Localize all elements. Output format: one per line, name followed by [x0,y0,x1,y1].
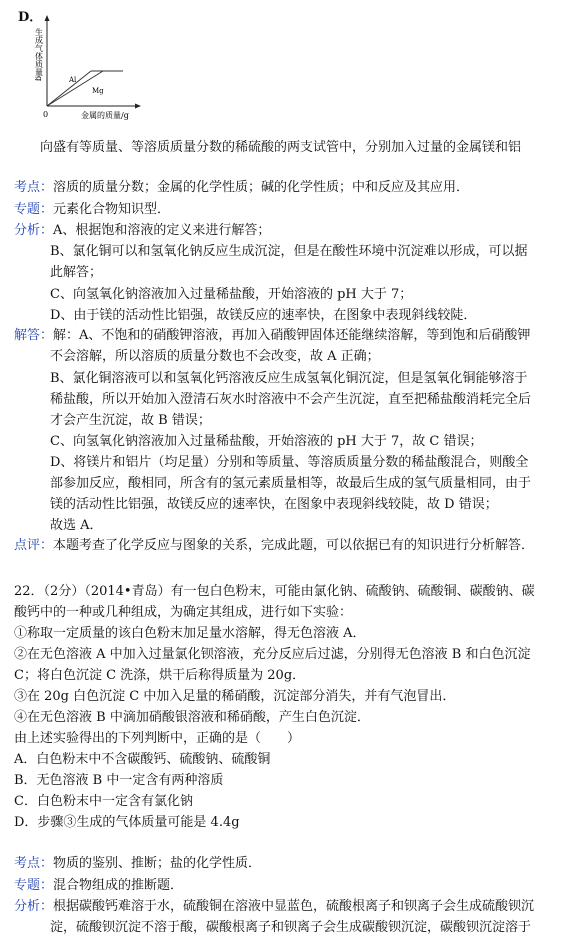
x-axis-arrow [135,104,141,109]
jieda-line: D、将镁片和铝片（均足量）分别和等质量、等溶质质量分数的稀盐酸混合，则酸全 [50,455,529,470]
q22-question: 由上述实验得出的下列判断中，正确的是（ ） [14,731,301,746]
fenxi-line: C、向氢氧化钠溶液加入过量稀盐酸，开始溶液的 pH 大于 7； [50,287,413,302]
q21-fenxi [14,221,270,241]
kaodian-tag: 考点： [14,856,54,871]
zhuanti-text: 元素化合物知识型． [53,202,171,217]
jieda-line: 稀盐酸，所以开始加入澄清石灰水时溶液中不会产生沉淀，直至把稀盐酸消耗完全后 [50,392,532,407]
fenxi-tag: 分析： [14,223,54,238]
q21-dianping [14,536,534,556]
jieda-line: 才会产生沉淀，故 B 错误； [50,413,211,428]
q22-step: ③在 20g 白色沉淀 C 中加入足量的稀硝酸，沉淀部分消失，并有气泡冒出． [14,689,456,704]
chart-origin: 0 [43,110,49,119]
jieda-line: 解：A、不饱和的硝酸钾溶液，再加入硝酸钾固体还能继续溶解，等到饱和后硝酸钾 [53,328,531,343]
fenxi-line: D、由于镁的活动性比铝强，故镁反应的速率快，在图象中表现斜线较陡． [50,308,477,323]
option-d-label: D． [18,10,43,25]
q21-jieda [14,326,530,346]
jieda-line: 镁的活动性比铝强，故镁反应的速率快，在图象中表现斜线较陡，故 D 错误； [50,497,498,512]
fenxi-line: A、根据饱和溶液的定义来进行解答； [53,223,271,238]
q21-kaodian [14,178,469,198]
q22-step: C；将白色沉淀 C 洗涤，烘干后称得质量为 20g． [14,668,306,683]
kaodian-text: 溶质的质量分数；金属的化学性质；碱的化学性质；中和反应及其应用． [53,180,470,195]
chart-ylabel: 生成气体质量g [35,28,44,82]
q22-zhuanti [14,876,183,896]
fenxi-line: 根据碳酸钙难溶于水，硫酸铜在溶液中显蓝色，硫酸根离子和钡离子会生成硫酸钡沉 [53,899,535,914]
dianping-text: 本题考查了化学反应与图象的关系，完成此题，可以依据已有的知识进行分析解答． [53,538,535,553]
fenxi-tag: 分析： [14,899,54,914]
q22-fenxi [14,897,534,917]
q22-option-c: C．白色粉末中一定含有氯化钠 [14,794,193,809]
jieda-tag: 解答： [14,328,54,343]
q22-step: ④在无色溶液 B 中滴加硝酸银溶液和稀硝酸，产生白色沉淀． [14,710,370,725]
label-al: Al [69,76,77,84]
q21-zhuanti [14,200,170,220]
jieda-line: 故选 A． [50,518,103,533]
jieda-line: 不会溶解，所以溶质的质量分数也不会改变，故 A 正确； [50,349,380,364]
q22-option-a: A．白色粉末中不含碳酸钙、硫酸钠、硫酸铜 [14,752,271,767]
fenxi-line: B、氯化铜可以和氢氧化钠反应生成沉淀，但是在酸性环境中沉淀难以形成，可以据 [50,244,528,259]
q22-kaodian [14,854,261,874]
jieda-line: B、氯化铜溶液可以和氢氧化钙溶液反应生成氢氧化铜沉淀，但是氢氧化铜能够溶于 [50,371,528,386]
y-axis-arrow [45,15,50,21]
zhuanti-text: 混合物组成的推断题． [53,878,184,893]
q22-option-d: D．步骤③生成的气体质量可能是 4.4g [14,815,240,830]
gas-mass-chart [35,14,145,124]
q22-stem-line: 22．（2分）（2014•青岛）有一包白色粉末，可能由氯化钠、硫酸钠、硫酸铜、碳酸钠、碳 [14,584,535,599]
q22-step: ②在无色溶液 A 中加入过量氯化钡溶液，充分反应后过滤，分别得无色溶液 B 和白色沉淀 [14,647,531,662]
jieda-line: C、向氢氧化钠溶液加入过量稀盐酸，开始溶液的 pH 大于 7，故 C 错误； [50,434,483,449]
jieda-line: 部参加反应，酸相同，所含有的氢元素质量相等，故最后生成的氢气质量相同，由于 [50,476,532,491]
kaodian-tag: 考点： [14,180,54,195]
label-mg: Mg [92,87,104,95]
dianping-tag: 点评： [14,538,54,553]
q22-stem-line: 酸钙中的一种或几种组成，为确定其组成，进行如下实验： [14,605,353,620]
fenxi-line: 此解答； [50,265,103,280]
chart-xlabel: 金属的质量/g [81,111,129,120]
zhuanti-tag: 专题： [14,878,54,893]
fenxi-line: 淀，硫酸钡沉淀不溶于酸，碳酸根离子和钡离子会生成碳酸钡沉淀，碳酸钡沉淀溶于 [50,920,532,935]
option-d-description: 向盛有等质量、等溶质质量分数的稀硫酸的两支试管中，分别加入过量的金属镁和铝 [40,140,522,155]
zhuanti-tag: 专题： [14,202,54,217]
q22-step: ①称取一定质量的该白色粉末加足量水溶解，得无色溶液 A． [14,626,366,641]
kaodian-text: 物质的鉴别、推断；盐的化学性质． [53,856,262,871]
q22-option-b: B．无色溶液 B 中一定含有两种溶质 [14,773,224,788]
